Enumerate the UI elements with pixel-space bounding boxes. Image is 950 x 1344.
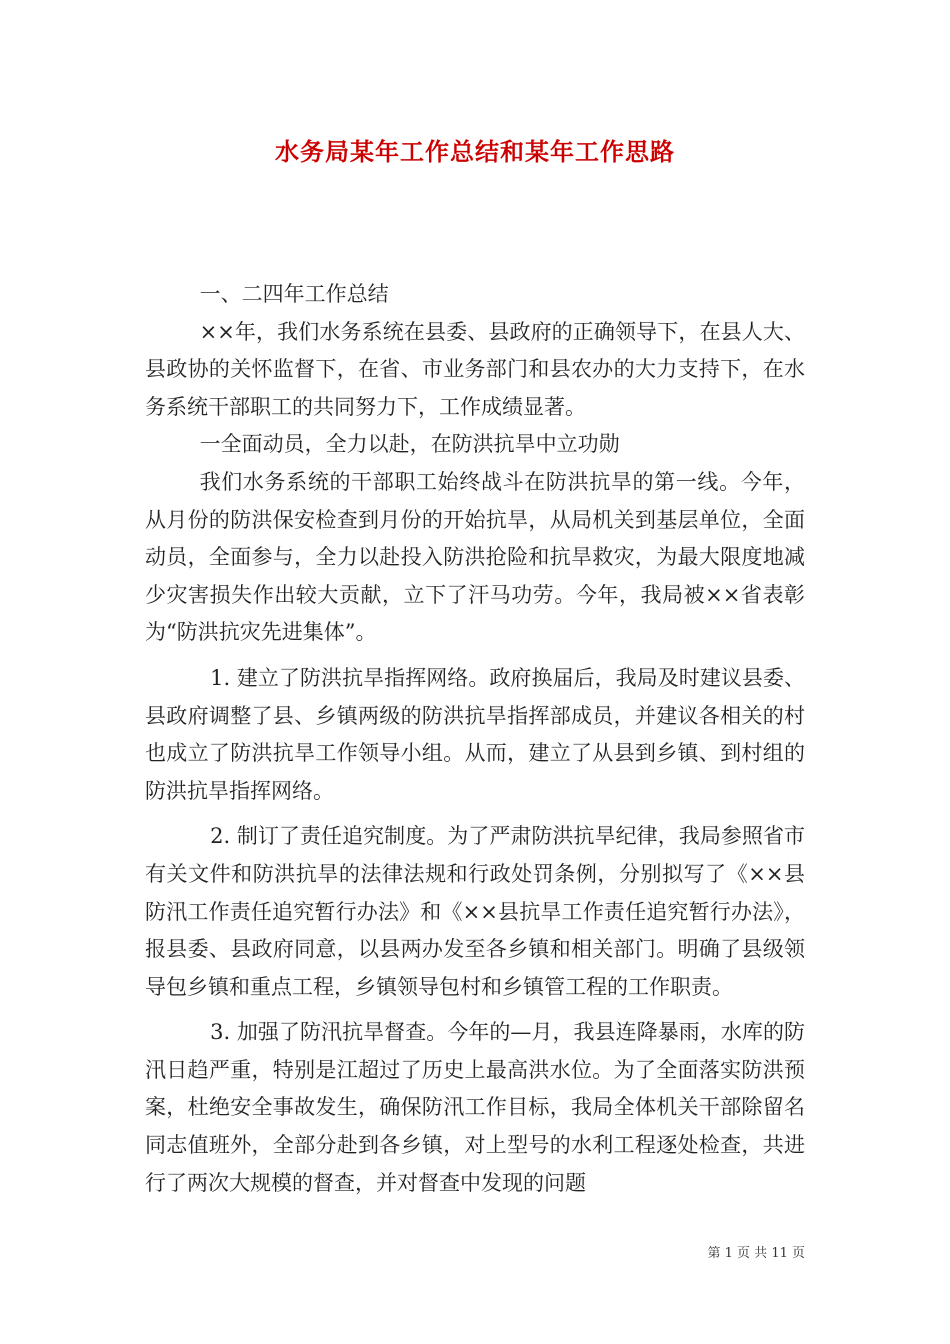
subsection-heading: 一全面动员，全力以赴，在防洪抗旱中立功勋 xyxy=(199,432,620,457)
section-heading: 一、二四年工作总结 xyxy=(199,282,389,306)
page-number: 第 1 页 共 11 页 xyxy=(707,1246,805,1261)
document-body xyxy=(145,276,805,1202)
document-title: 水务局某年工作总结和某年工作思路 xyxy=(275,137,675,166)
list-item: 1. 建立了防洪抗旱指挥网络。政府换届后，我局及时建议县委、县政府调整了县、乡镇两级的防洪抗旱指挥部成员，并建议各相关的村也成立了防洪抗旱工作领导小组。从而，建立了从县到乡镇、到村组的防洪抗旱指挥网络。 xyxy=(145,665,805,803)
list-item: 3. 加强了防汛抗旱督查。今年的—月，我县连降暴雨，水库的防汛日趋严重，特别是江超过了历史上最高洪水位。为了全面落实防洪预案，杜绝安全事故发生，确保防汛工作目标，我局全体机关干部除留名同志值班外，全部分赴到各乡镇，对上型号的水利工程逐处检查，共进行了两次大规模的督查，并对督查中发现的问题 xyxy=(145,1020,805,1195)
paragraph: ××年，我们水务系统在县委、县政府的正确领导下，在县人大、县政协的关怀监督下，在省、市业务部门和县农办的大力支持下，在水务系统干部职工的共同努力下，工作成绩显著。 xyxy=(145,319,805,419)
list-item: 2. 制订了责任追究制度。为了严肃防洪抗旱纪律，我局参照省市有关文件和防洪抗旱的法律法规和行政处罚条例，分别拟写了《××县防汛工作责任追究暂行办法》和《××县抗旱工作责任追究暂行办法》，报县委、县政府同意，以县两办发至各乡镇和相关部门。明确了县级领导包乡镇和重点工程，乡镇领导包村和乡镇管工程的工作职责。 xyxy=(145,824,805,999)
paragraph: 我们水务系统的干部职工始终战斗在防洪抗旱的第一线。今年，从月份的防洪保安检查到月份的开始抗旱，从局机关到基层单位，全面动员，全面参与，全力以赴投入防洪抢险和抗旱救灾，为最大限度地减少灾害损失作出较大贡献，立下了汗马功劳。今年，我局被××省表彰为“防洪抗灾先进集体”。 xyxy=(145,469,805,645)
